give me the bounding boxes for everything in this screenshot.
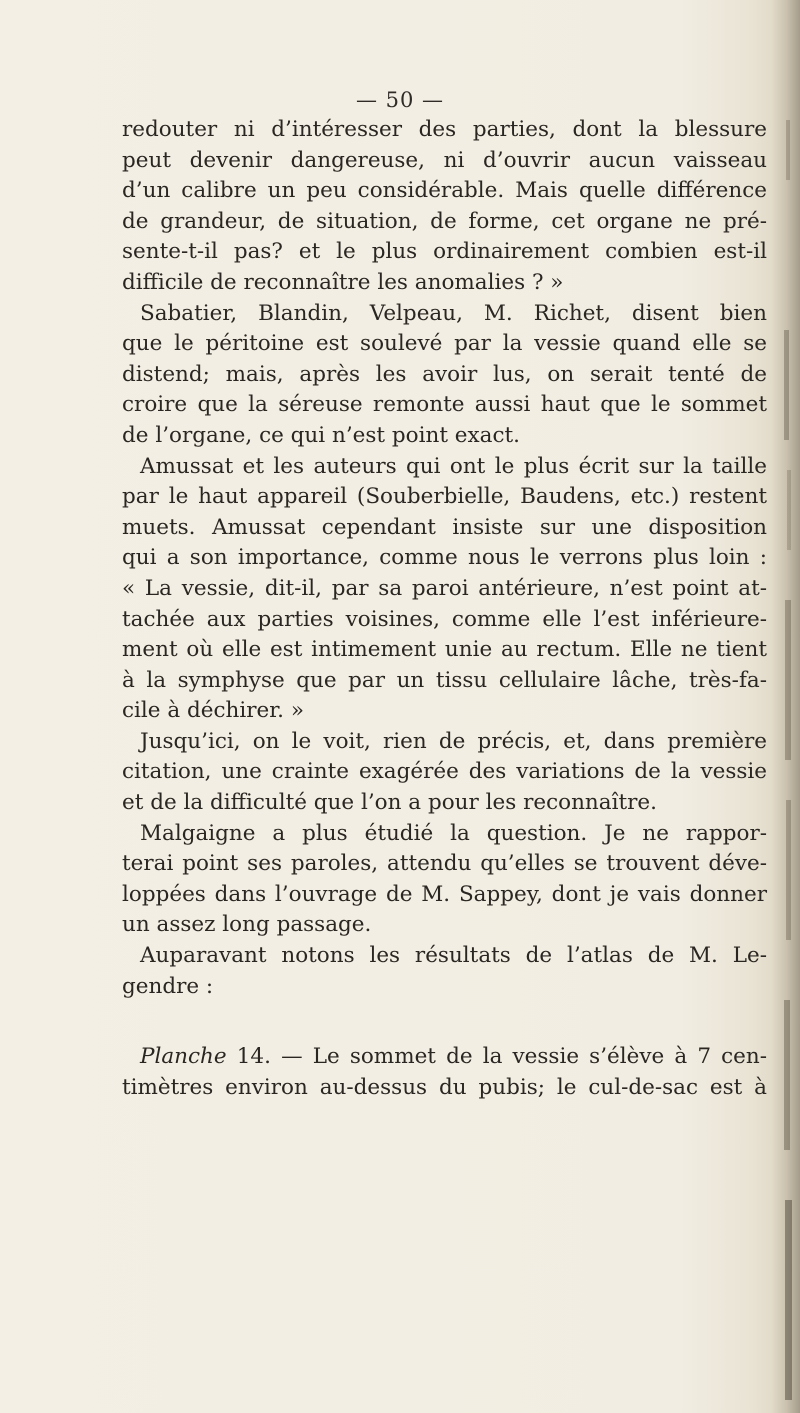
- text-line: par le haut appareil (Souberbielle, Baudens, etc.) restent: [122, 484, 767, 510]
- text-line: timètres environ au-dessus du pubis; le cul-de-sac est à: [122, 1074, 767, 1100]
- body-text: [122, 115, 767, 1103]
- planche-label: Planche: [140, 1044, 227, 1070]
- paragraph: [122, 819, 767, 941]
- section-gap: [122, 1002, 767, 1042]
- text-line: [122, 1042, 767, 1073]
- paragraph: [122, 727, 767, 819]
- text-line: sente-t-il pas? et le plus ordinairement combien est-il: [122, 239, 767, 265]
- text-line: un assez long passage.: [122, 912, 372, 938]
- text-line: à la symphyse que par un tissu cellulaire lâche, très-fa-: [122, 667, 767, 693]
- text-line: qui a son importance, comme nous le verrons plus loin :: [122, 545, 767, 571]
- text-line: Jusqu’ici, on le voit, rien de précis, et, dans première: [140, 728, 767, 754]
- paragraph: [122, 941, 767, 1002]
- text-line: « La vessie, dit-il, par sa paroi antérieure, n’est point at-: [122, 575, 767, 601]
- paragraph: [122, 299, 767, 452]
- text-line: d’un calibre un peu considérable. Mais quelle différence: [122, 178, 767, 204]
- text-line: difficile de reconnaître les anomalies ? »: [122, 269, 564, 295]
- text-line: de grandeur, de situation, de forme, cet organe ne pré-: [122, 208, 767, 234]
- text-line: tachée aux parties voisines, comme elle l’est inférieure-: [122, 606, 767, 632]
- text-line: distend; mais, après les avoir lus, on serait tenté de: [122, 361, 767, 387]
- text-line: croire que la séreuse remonte aussi haut que le sommet: [122, 392, 767, 418]
- text-line: loppées dans l’ouvrage de M. Sappey, dont je vais donner: [122, 881, 767, 907]
- planche-text: 14. — Le sommet de la vessie s’élève à 7 cen-: [226, 1044, 767, 1070]
- text-line: Sabatier, Blandin, Velpeau, M. Richet, disent bien: [140, 300, 767, 326]
- planche-paragraph: [122, 1042, 767, 1103]
- text-line: peut devenir dangereuse, ni d’ouvrir aucun vaisseau: [122, 147, 767, 173]
- text-line: gendre :: [122, 973, 214, 999]
- page-number: — 50 —: [355, 88, 445, 112]
- paragraph: [122, 115, 767, 299]
- text-line: que le péritoine est soulevé par la vessie quand elle se: [122, 331, 767, 357]
- text-line: Auparavant notons les résultats de l’atlas de M. Le-: [140, 943, 767, 969]
- text-line: muets. Amussat cependant insiste sur une disposition: [122, 514, 767, 540]
- text-line: ment où elle est intimement unie au rectum. Elle ne tient: [122, 637, 767, 663]
- text-line: terai point ses paroles, attendu qu’elles se trouvent déve-: [122, 851, 767, 877]
- paragraph: [122, 452, 767, 727]
- text-line: et de la difficulté que l’on a pour les reconnaître.: [122, 790, 657, 816]
- text-line: redouter ni d’intéresser des parties, dont la blessure: [122, 117, 767, 142]
- text-line: Malgaigne a plus étudié la question. Je ne rappor-: [140, 820, 767, 846]
- text-line: de l’organe, ce qui n’est point exact.: [122, 422, 520, 448]
- text-line: Amussat et les auteurs qui ont le plus écrit sur la taille: [140, 453, 767, 479]
- text-line: cile à déchirer. »: [122, 698, 304, 724]
- text-line: citation, une crainte exagérée des variations de la vessie: [122, 759, 767, 785]
- page-edge-texture: [776, 0, 794, 1413]
